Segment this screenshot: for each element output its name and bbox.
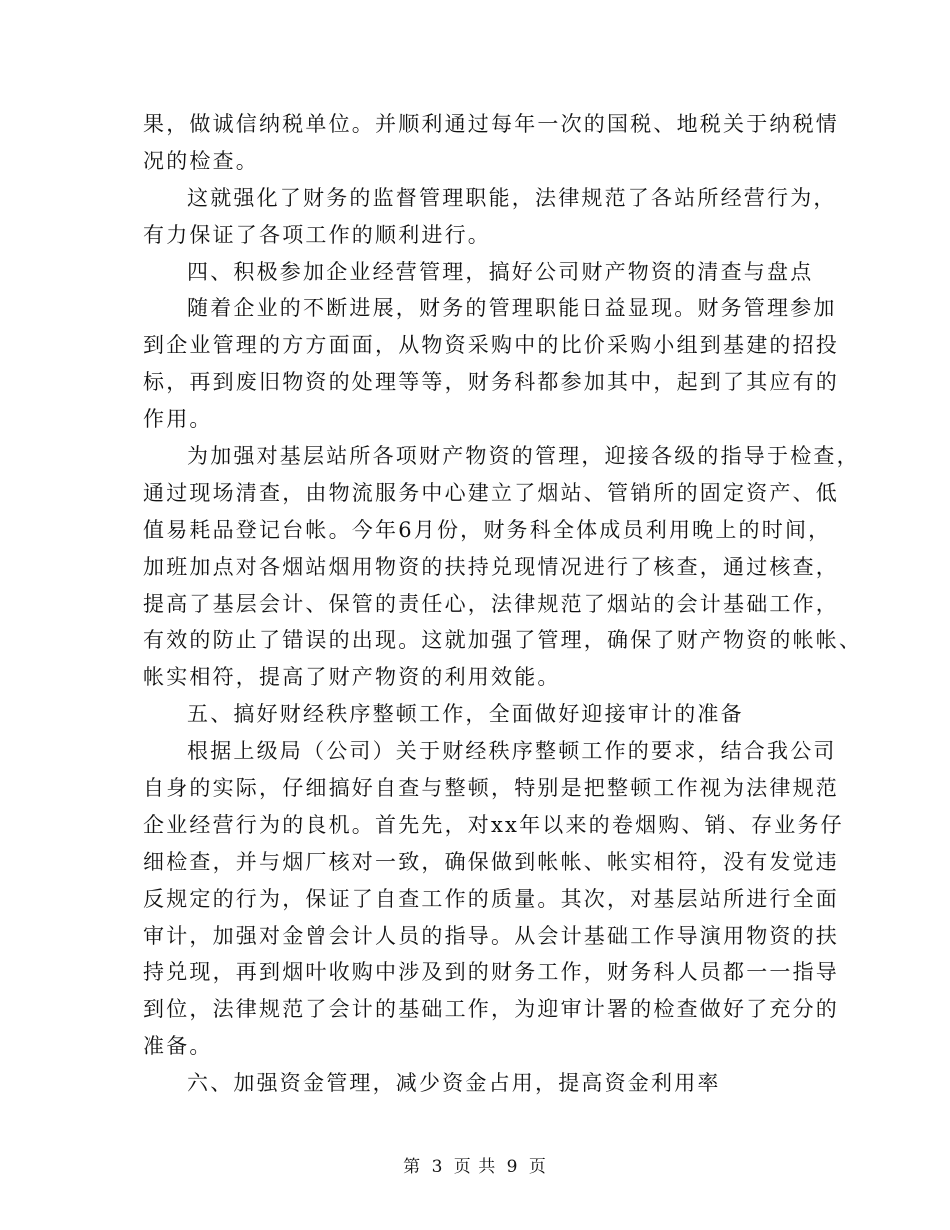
text-line: 值易耗品登记台帐。今年6月份，财务科全体成员利用晚上的时间， [143,517,832,542]
text-line: 标，再到废旧物资的处理等等，财务科都参加其中，起到了其应有的 [143,370,839,395]
page-footer [0,1152,950,1177]
text-line: 有力保证了各项工作的顺利进行。 [143,222,491,247]
text-line: 通过现场清查，由物流服务中心建立了烟站、管销所的固定资产、低 [143,480,839,505]
text-line: 自身的实际，仔细搞好自查与整顿，特别是把整顿工作视为法律规范 [143,776,839,801]
text-line: 反规定的行为，保证了自查工作的质量。其次，对基层站所进行全面 [143,886,839,911]
text-line: 到位，法律规范了会计的基础工作，为迎审计署的检查做好了充分的 [143,997,839,1022]
text-line: 加班加点对各烟站烟用物资的扶持兑现情况进行了核查，通过核查， [143,554,839,579]
text-line: 细检查，并与烟厂核对一致，确保做到帐帐、帐实相符，没有发觉违 [143,849,839,874]
text-line: 随着企业的不断进展，财务的管理职能日益显现。财务管理参加 [187,296,837,321]
text-line: 五、搞好财经秩序整顿工作，全面做好迎接审计的准备 [187,702,744,727]
footer-middle: 页 共 [453,1157,497,1177]
text-line: 持兑现，再到烟叶收购中涉及到的财务工作，财务科人员都一一指导 [143,960,839,985]
text-line: 这就强化了财务的监督管理职能，法律规范了各站所经营行为， [187,185,837,210]
current-page-number: 3 [431,1157,444,1177]
text-line: 六、加强资金管理，减少资金占用，提高资金利用率 [187,1071,721,1096]
text-line: 四、积极参加企业经营管理，搞好公司财产物资的清查与盘点 [187,259,814,284]
footer-suffix: 页 [528,1157,547,1177]
text-line: 帐实相符，提高了财产物资的利用效能。 [143,665,561,690]
text-line: 准备。 [143,1034,213,1059]
footer-prefix: 第 [403,1157,422,1177]
text-line: 作用。 [143,407,213,432]
text-line: 有效的防止了错误的出现。这就加强了管理，确保了财产物资的帐帐、 [143,628,863,653]
text-line: 为加强对基层站所各项财产物资的管理，迎接各级的指导于检查， [187,444,860,469]
document-body [143,106,863,1102]
text-line: 果，做诚信纳税单位。并顺利通过每年一次的国税、地税关于纳税情 [143,112,839,136]
text-line: 况的检查。 [143,148,259,173]
text-line: 提高了基层会计、保管的责任心，法律规范了烟站的会计基础工作， [143,591,839,616]
text-line: 根据上级局（公司）关于财经秩序整顿工作的要求，结合我公司 [187,739,837,764]
text-line: 到企业管理的方方面面，从物资采购中的比价采购小组到基建的招投 [143,333,839,358]
total-pages-number: 9 [506,1157,519,1177]
text-line: 企业经营行为的良机。首先先，对xx年以来的卷烟购、销、存业务仔 [143,812,844,837]
text-line: 审计，加强对金曾会计人员的指导。从会计基础工作导演用物资的扶 [143,923,839,948]
